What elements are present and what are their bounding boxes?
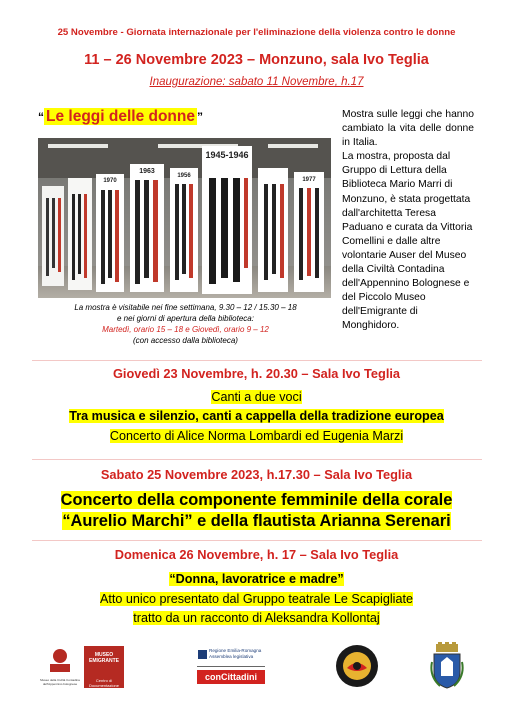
event1-subtitle: Tra musica e silenzio, canti a cappella della tradizione europea (69, 409, 444, 423)
svg-text:Museo della Civiltà Contadina: Museo della Civiltà Contadina (40, 678, 80, 682)
event-banner: 25 Novembre - Giornata internazionale per l'eliminazione della violenza contro le donne (57, 27, 456, 38)
event2-heading: Sabato 25 Novembre 2023, h.17.30 – Sala Ivo Teglia (100, 467, 413, 482)
exhibit-panel (130, 164, 164, 292)
emigrante-badge: MUSEO EMIGRANTE (89, 652, 119, 664)
svg-text:dell'Appennino bolognese: dell'Appennino bolognese (42, 682, 78, 686)
description-body: La mostra, proposta dal Gruppo di Lettura della Biblioteca Mario Marri di Monzuno, è stata progettata dall'architetta Teresa Paduano e curata da Vittoria Comellini e dalle altre volontarie Auser del Museo della Civiltà Contadina dell'Appennino Bolognese e del Piccolo Museo dell'Emigrante di Monghidoro. (342, 151, 473, 332)
sponsor-logos (0, 640, 513, 695)
event2-title-1: Concerto della componente femminile della corale (60, 491, 453, 509)
exhibit-panel (170, 168, 198, 292)
concittadini-logo: conCittadini (197, 670, 265, 684)
exhibit-panel (258, 168, 288, 292)
regione-logo (197, 648, 265, 667)
event3-line-1 (0, 572, 513, 586)
event3-source: tratto da un racconto di Aleksandra Kollontaj (133, 611, 380, 625)
event1-line-1 (0, 390, 513, 404)
event1-line-2 (0, 409, 513, 423)
photo-panel-year: 1970 (103, 178, 117, 184)
event1-title: Canti a due voci (211, 390, 302, 404)
event2-line-2 (0, 511, 513, 531)
event2-line-1 (0, 490, 513, 510)
exhibition-title (38, 108, 203, 126)
event3-line-2 (0, 592, 513, 606)
corale-aurelio-marchi-logo (335, 644, 379, 688)
caption-line-4: (con accesso dalla biblioteca) (133, 336, 238, 345)
divider (32, 459, 482, 460)
comune-crest-logo (430, 642, 464, 690)
divider (32, 540, 482, 541)
event3-title: “Donna, lavoratrice e madre” (169, 572, 344, 586)
caption-line-2: e nei giorni di apertura della biblioteca: (117, 314, 254, 323)
inauguration-line (0, 76, 513, 88)
photo-panel-year: 1977 (302, 177, 316, 183)
photo-panel-year: 1945-1946 (205, 150, 249, 160)
exhibition-description (342, 108, 474, 334)
museo-civilta-contadina-logo (40, 644, 80, 690)
exhibit-panel (68, 178, 92, 290)
opening-hours-caption (38, 302, 333, 346)
description-intro: Mostra sulle leggi che hanno cambiato la vita delle donne in Italia. (342, 109, 474, 149)
caption-line-1: La mostra è visitabile nei fine settimana, 9.30 – 12 / 15.30 – 18 (74, 303, 297, 312)
exhibit-panel (96, 174, 124, 292)
event1-line-3 (0, 429, 513, 443)
open-quote: “ (38, 110, 44, 124)
event3-presented-by: Atto unico presentato dal Gruppo teatrale Le Scapigliate (100, 592, 413, 606)
photo-panel-year: 1963 (139, 168, 155, 175)
event1-performers: Concerto di Alice Norma Lombardi ed Eugenia Marzi (109, 429, 404, 443)
exhibit-panel (294, 172, 324, 292)
caption-line-3: Martedì, orario 15 – 18 e Giovedì, orario 9 – 12 (102, 325, 269, 334)
exhibition-title-text: Le leggi delle donne (46, 108, 195, 125)
exhibition-dates: 11 – 26 Novembre 2023 – Monzuno, sala Ivo Teglia (84, 52, 429, 68)
exhibit-panel-main (202, 146, 252, 294)
event1-heading: Giovedì 23 Novembre, h. 20.30 – Sala Ivo Teglia (112, 366, 401, 381)
regione-text: Regione Emilia-Romagna Assemblea legislativa (209, 648, 262, 659)
emigrante-sub: Centro di Documentazione (88, 678, 120, 688)
event3-line-3 (0, 611, 513, 625)
divider (32, 360, 482, 361)
close-quote: ” (197, 110, 203, 124)
exhibition-photo (38, 138, 331, 298)
exhibit-panel (42, 186, 64, 286)
event2-title-2: “Aurelio Marchi” e della flautista Arianna Serenari (62, 512, 451, 530)
photo-panel-year: 1956 (177, 173, 191, 179)
inauguration-text: Inaugurazione: sabato 11 Novembre, h.17 (149, 76, 364, 88)
regione-emblem-icon (198, 650, 207, 659)
event3-heading: Domenica 26 Novembre, h. 17 – Sala Ivo Teglia (114, 547, 399, 562)
museo-emigrante-logo (84, 646, 124, 688)
